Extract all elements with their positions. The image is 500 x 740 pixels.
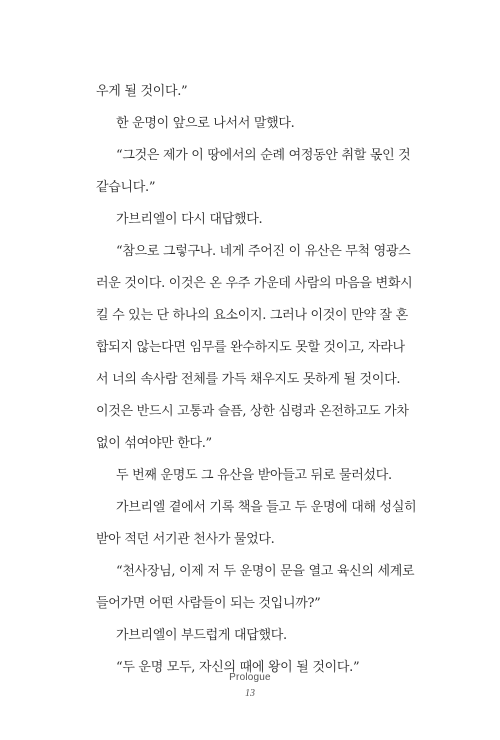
text-line: 킬 수 있는 단 하나의 요소이지. 그러나 이것이 만약 잘 혼 (96, 308, 408, 323)
text-line: 가브리엘이 다시 대답했다. (116, 212, 263, 227)
text-line: 같습니다.” (96, 180, 156, 195)
text-line: “두 운명 모두, 자신의 때에 왕이 될 것이다.” (116, 660, 360, 675)
text-line: 합되지 않는다면 임무를 완수하지도 못할 것이고, 자라나 (96, 340, 405, 355)
text-line: 러운 것이다. 이것은 온 우주 가운데 사람의 마음을 변화시 (96, 276, 413, 291)
text-line: 가브리엘 곁에서 기록 책을 들고 두 운명에 대해 성실히 (116, 500, 417, 515)
text-line: 들어가면 어떤 사람들이 되는 것입니까?” (96, 596, 321, 611)
text-line: 우게 될 것이다.” (96, 84, 188, 99)
text-line: 두 번째 운명도 그 유산을 받아들고 뒤로 물러섰다. (116, 468, 392, 483)
text-line: “그것은 제가 이 땅에서의 순례 여정동안 취할 몫인 것 (116, 148, 411, 163)
text-line: 가브리엘이 부드럽게 대답했다. (116, 628, 287, 643)
text-line: 없이 섞여야만 한다.” (96, 436, 212, 451)
text-line: 받아 적던 서기관 천사가 물었다. (96, 532, 275, 547)
running-head: Prologue (229, 672, 271, 683)
text-line: 서 너의 속사람 전체를 가득 채우지도 못하게 될 것이다. (96, 372, 401, 387)
text-line: “참으로 그렇구나. 네게 주어진 이 유산은 무척 영광스 (116, 244, 411, 259)
text-line: 한 운명이 앞으로 나서서 말했다. (116, 116, 295, 131)
text-line: 이것은 반드시 고통과 슬픔, 상한 심령과 온전하고도 가차 (96, 404, 409, 419)
page-number: 13 (245, 688, 255, 699)
text-line: “천사장님, 이제 저 두 운명이 문을 열고 육신의 세계로 (116, 564, 415, 579)
